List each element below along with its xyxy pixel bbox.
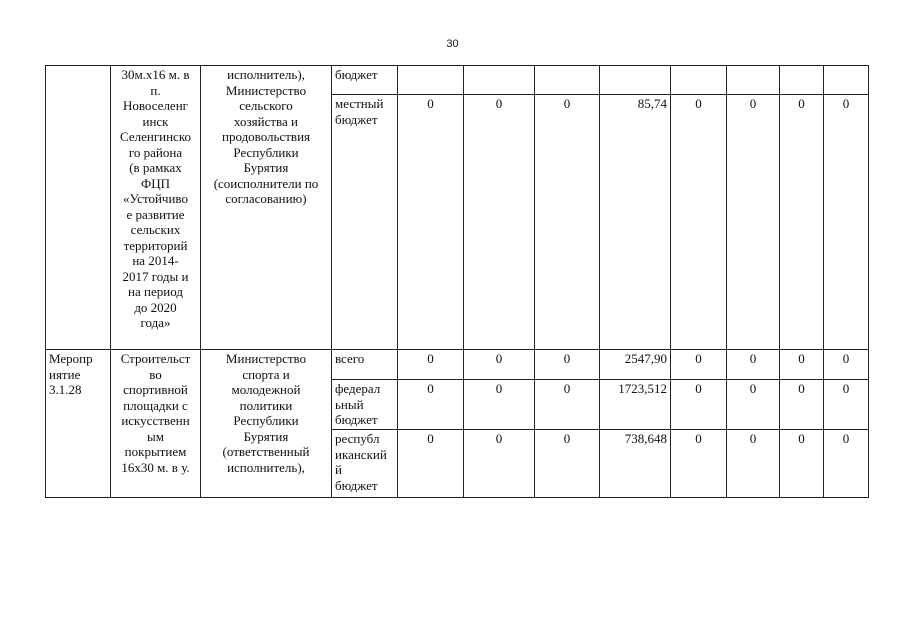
value-cell: 0	[535, 430, 600, 498]
cell-text-line: Республики	[233, 413, 299, 428]
cell-text-line: иканский	[335, 446, 387, 462]
value-cell: 0	[398, 430, 464, 498]
object-cell	[111, 350, 201, 498]
value-cell: 0	[464, 430, 535, 498]
cell-text-line: бюджет	[335, 412, 378, 427]
value-cell: 0	[671, 380, 727, 430]
cell-text-line: бюджет	[335, 477, 378, 493]
value-cell: 85,74	[600, 95, 671, 350]
cell-text-line: исполнитель),	[227, 67, 305, 82]
value-cell: 0	[727, 350, 780, 380]
value-cell	[824, 66, 869, 95]
value-cell: 0	[671, 95, 727, 350]
page-number: 30	[446, 38, 459, 50]
value-cell	[727, 66, 780, 95]
cell-text-line: 16х30 м. в у.	[121, 459, 190, 475]
cell-text-line: года»	[140, 315, 171, 330]
funding-source-cell	[332, 430, 398, 498]
cell-text-line: Меропр	[49, 351, 93, 366]
cell-text-line: Бурятия	[243, 428, 289, 444]
value-cell: 0	[398, 380, 464, 430]
value-cell: 0	[464, 380, 535, 430]
cell-text-line: 30м.х16 м. в	[121, 67, 190, 82]
cell-text-line: согласованию)	[225, 191, 307, 206]
value-cell: 0	[824, 350, 869, 380]
value-cell: 738,648	[600, 430, 671, 498]
value-cell: 0	[671, 350, 727, 380]
cell-text-line: площадки с	[123, 397, 188, 413]
cell-text-line: сельских	[130, 222, 181, 237]
executor-cell	[201, 350, 332, 498]
value-cell	[780, 66, 824, 95]
cell-text-line: е развитие	[126, 206, 185, 222]
value-cell: 0	[464, 350, 535, 380]
value-cell: 0	[727, 95, 780, 350]
value-cell: 0	[780, 380, 824, 430]
budget-table	[45, 65, 869, 498]
funding-source-cell	[332, 380, 398, 430]
cell-text-line: спортивной	[123, 382, 188, 397]
cell-text-line: инск	[142, 113, 169, 129]
cell-text-line: местный	[335, 96, 384, 111]
cell-text-line: покрытием	[124, 444, 187, 459]
cell-text-line: исполнитель),	[227, 459, 305, 475]
value-cell: 0	[398, 95, 464, 350]
funding-source-cell: бюджет	[332, 66, 398, 95]
cell-text-line: спорта и	[242, 366, 290, 382]
cell-text-line: искусственн	[121, 413, 190, 428]
value-cell: 0	[780, 430, 824, 498]
value-cell: 0	[824, 95, 869, 350]
value-cell: 0	[727, 430, 780, 498]
value-cell: 0	[824, 380, 869, 430]
value-cell: 0	[780, 350, 824, 380]
cell-text-line: (ответственный	[222, 444, 310, 459]
value-cell	[600, 66, 671, 95]
cell-text-line: Министерство	[225, 82, 307, 98]
cell-text-line: на период	[128, 284, 183, 299]
cell-text-line: ФЦП	[140, 175, 171, 191]
cell-text-line: «Устойчиво	[123, 191, 188, 206]
value-cell: 0	[535, 95, 600, 350]
value-cell	[464, 66, 535, 95]
object-cell	[111, 66, 201, 350]
cell-text-line: Строительст	[120, 351, 191, 366]
value-cell: 0	[535, 380, 600, 430]
cell-text-line: Новоселенг	[122, 98, 188, 113]
value-cell	[398, 66, 464, 95]
value-cell: 0	[535, 350, 600, 380]
value-cell: 0	[824, 430, 869, 498]
cell-text-line: й	[335, 462, 342, 477]
cell-text-line: федерал	[335, 381, 381, 396]
cell-text-line: бюджет	[335, 111, 378, 127]
cell-text-line: (соисполнители по	[213, 175, 319, 191]
cell-text-line: Республики	[233, 144, 299, 160]
value-cell: 0	[398, 350, 464, 380]
executor-cell	[201, 66, 332, 350]
cell-text-line: республ	[335, 431, 380, 446]
funding-source-cell: всего	[332, 350, 398, 380]
cell-text-line: политики	[239, 397, 293, 413]
cell-text-line: до 2020	[134, 299, 177, 315]
cell-text-line: 2017 годы и	[122, 268, 189, 284]
cell-text-line: сельского	[239, 98, 293, 113]
cell-text-line: го района	[128, 144, 183, 160]
measure-cell	[46, 66, 111, 350]
value-cell: 1723,512	[600, 380, 671, 430]
cell-text-line: во	[149, 366, 162, 382]
cell-text-line: ым	[147, 428, 164, 444]
value-cell	[535, 66, 600, 95]
cell-text-line: территорий	[123, 237, 188, 253]
cell-text-line: ьный	[335, 396, 364, 412]
cell-text-line: иятие	[49, 366, 81, 382]
cell-text-line: хозяйства и	[234, 113, 298, 129]
table-row	[46, 66, 869, 95]
cell-text-line: 3.1.28	[49, 382, 82, 397]
cell-text-line: молодежной	[231, 382, 301, 397]
cell-text-line: п.	[150, 82, 161, 98]
value-cell: 0	[780, 95, 824, 350]
value-cell: 0	[671, 430, 727, 498]
value-cell: 0	[464, 95, 535, 350]
value-cell: 2547,90	[600, 350, 671, 380]
cell-text-line: на 2014-	[132, 253, 179, 268]
funding-source-cell	[332, 95, 398, 350]
cell-text-line: Бурятия	[243, 160, 289, 175]
cell-text-line: Селенгинско	[120, 129, 191, 144]
cell-text-line: продовольствия	[221, 129, 311, 144]
cell-text-line: Министерство	[225, 351, 307, 366]
cell-text-line: (в рамках	[129, 160, 182, 175]
measure-cell	[46, 350, 111, 498]
value-cell	[671, 66, 727, 95]
table-row	[46, 350, 869, 380]
value-cell: 0	[727, 380, 780, 430]
